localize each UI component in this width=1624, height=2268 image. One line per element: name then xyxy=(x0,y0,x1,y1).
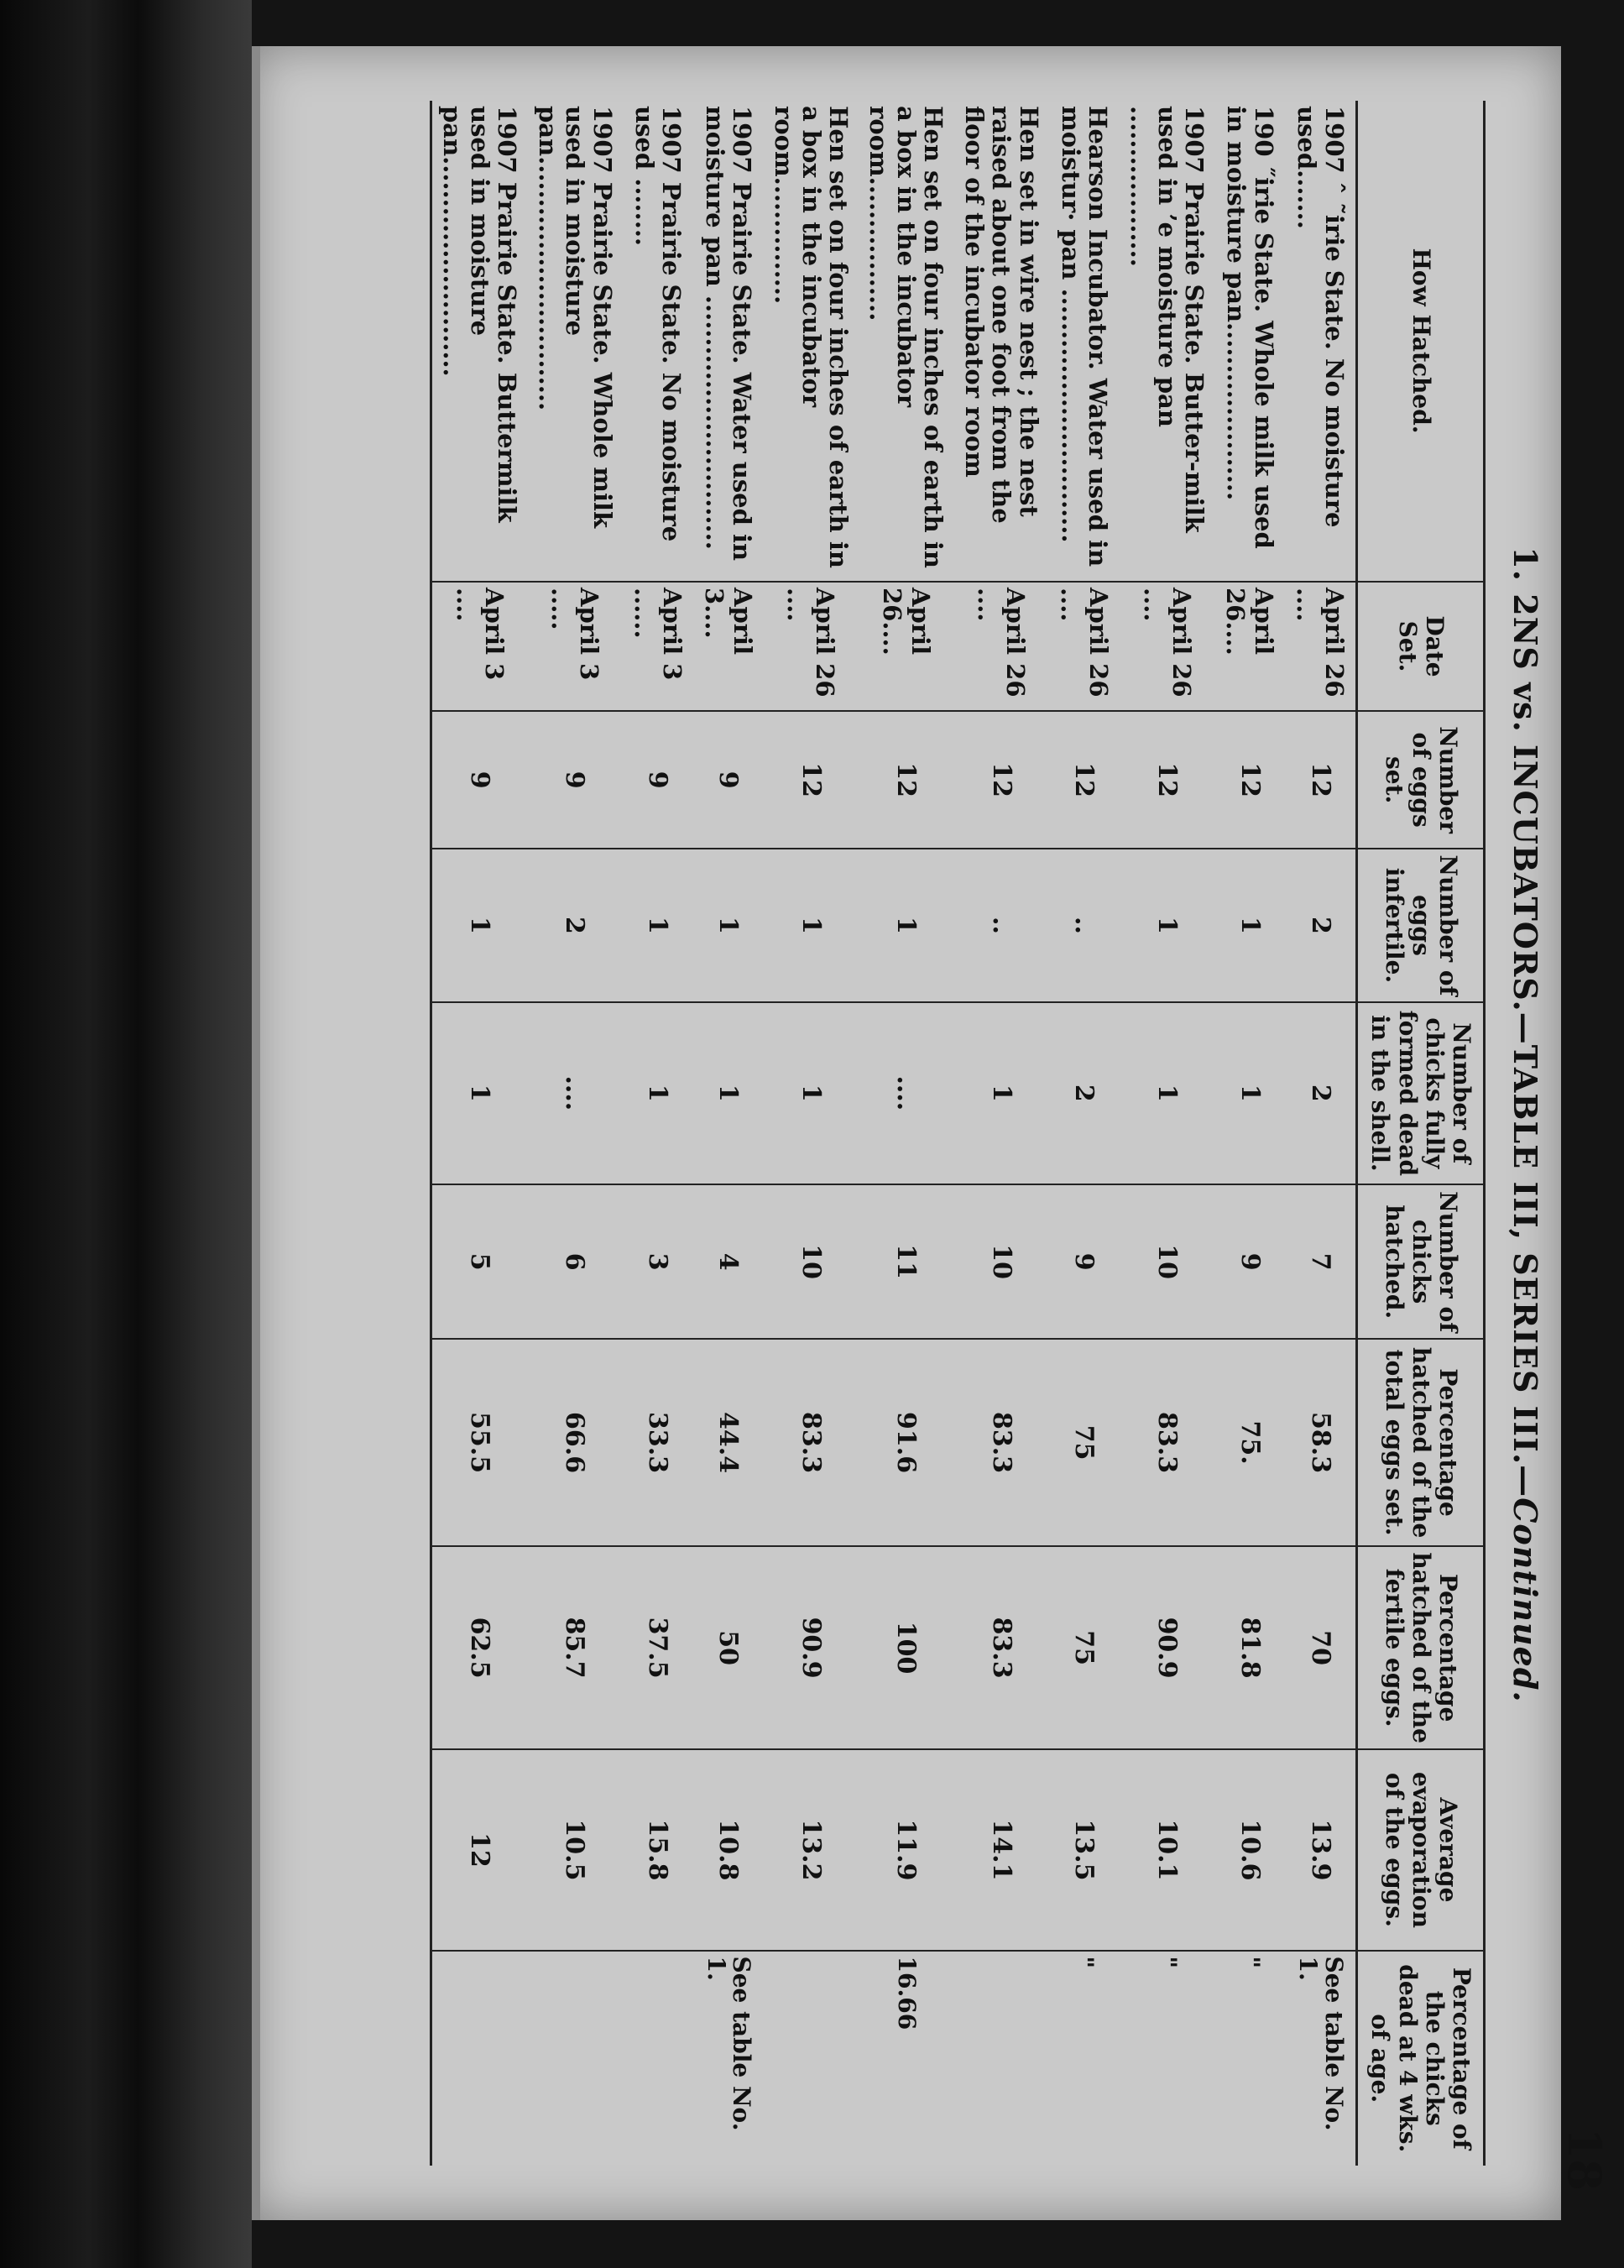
cell-avg-evaporation: 13.2 xyxy=(764,1749,859,1950)
cell-chicks-hatched: 10 xyxy=(764,1184,859,1339)
cell-pct-dead-4wks: " xyxy=(1120,1951,1214,2166)
cell-pct-fertile: 83.3 xyxy=(953,1546,1048,1750)
cell-how-hatched: 1907 Prairie State. No moisture used ........ xyxy=(629,106,687,542)
cell-how-hatched: 1907 Prairie State. Whole milk used in moisture pan.............................. xyxy=(533,106,617,529)
cell-eggs-infertile: 1 xyxy=(623,849,693,1001)
cell-avg-evaporation: 12 xyxy=(431,1749,527,1950)
header-chicks-hatched: Number of chicks hatched. xyxy=(1357,1184,1485,1339)
cell-date-set: April 3 ..... xyxy=(527,582,622,711)
cell-chicks-hatched: 4 xyxy=(693,1184,764,1339)
cell-eggs-infertile: .. xyxy=(953,849,1048,1001)
table-row xyxy=(623,101,693,2166)
cell-pct-dead-4wks xyxy=(953,1951,1048,2166)
cell-avg-evaporation: 10.1 xyxy=(1120,1749,1214,1950)
cell-pct-fertile: 90.9 xyxy=(1120,1546,1214,1750)
table-row xyxy=(1285,101,1357,2166)
cell-chicks-hatched: 9 xyxy=(1214,1184,1285,1339)
cell-pct-fertile: 90.9 xyxy=(764,1546,859,1750)
cell-pct-fertile: 70 xyxy=(1285,1546,1357,1750)
cell-chicks-hatched: 11 xyxy=(859,1184,953,1339)
cell-how-hatched: 1907 ˆ ˜irie State. No moisture used....... xyxy=(1292,106,1349,528)
table-header-row xyxy=(1357,101,1485,2166)
header-eggs-set: Number of eggs set. xyxy=(1357,711,1485,849)
cell-chicks-hatched: 10 xyxy=(953,1184,1048,1339)
cell-avg-evaporation: 15.8 xyxy=(623,1749,693,1950)
header-chicks-dead-in-shell: Number of chicks fully formed dead in the shell. xyxy=(1357,1002,1485,1184)
cell-eggs-set: 12 xyxy=(1120,711,1214,849)
cell-dead-in-shell: 1 xyxy=(693,1002,764,1184)
header-how-hatched: How Hatched. xyxy=(1357,101,1485,582)
cell-avg-evaporation: 10.5 xyxy=(527,1749,622,1950)
header-date-set: Date Set. xyxy=(1357,582,1485,711)
cell-avg-evaporation: 11.9 xyxy=(859,1749,953,1950)
cell-avg-evaporation: 10.6 xyxy=(1214,1749,1285,1950)
cell-date-set: April 26 .... xyxy=(1285,582,1357,711)
cell-eggs-set: 12 xyxy=(764,711,859,849)
page-number: 18 xyxy=(1558,2127,1611,2191)
cell-eggs-infertile: 2 xyxy=(527,849,622,1001)
table-row xyxy=(953,101,1048,2166)
cell-pct-fertile: 50 xyxy=(693,1546,764,1750)
cell-date-set: April 26 .... xyxy=(1049,582,1120,711)
cell-eggs-set: 9 xyxy=(527,711,622,849)
cell-how-hatched: Hen set on four inches of earth in a box in the incubator room............... xyxy=(770,106,854,568)
cell-pct-total: 33.3 xyxy=(623,1339,693,1545)
cell-pct-fertile: 81.8 xyxy=(1214,1546,1285,1750)
cell-eggs-infertile: .. xyxy=(1049,849,1120,1001)
title-continued: Continued. xyxy=(1507,1497,1544,1703)
cell-eggs-infertile: 1 xyxy=(764,849,859,1001)
cell-pct-total: 44.4 xyxy=(693,1339,764,1545)
cell-chicks-hatched: 5 xyxy=(431,1184,527,1339)
cell-avg-evaporation: 14.1 xyxy=(953,1749,1048,1950)
book-spine-shadow xyxy=(0,0,252,2268)
header-avg-evaporation: Average evaporation of the eggs. xyxy=(1357,1749,1485,1950)
cell-pct-dead-4wks xyxy=(764,1951,859,2166)
cell-pct-total: 91.6 xyxy=(859,1339,953,1545)
cell-eggs-infertile: 2 xyxy=(1285,849,1357,1001)
cell-date-set: April 26 .... xyxy=(1120,582,1214,711)
hatching-table xyxy=(430,101,1486,2166)
cell-dead-in-shell: 1 xyxy=(623,1002,693,1184)
cell-pct-dead-4wks: See table No. 1. xyxy=(1285,1951,1357,2166)
table-row xyxy=(1214,101,1285,2166)
cell-avg-evaporation: 10.8 xyxy=(693,1749,764,1950)
cell-dead-in-shell: 2 xyxy=(1049,1002,1120,1184)
cell-date-set: April 26 .... xyxy=(953,582,1048,711)
header-pct-dead-4wks: Percentage of the chicks dead at 4 wks. of age. xyxy=(1357,1951,1485,2166)
cell-eggs-set: 12 xyxy=(1214,711,1285,849)
cell-pct-dead-4wks: " xyxy=(1214,1951,1285,2166)
header-pct-total: Percentage hatched of the total eggs set. xyxy=(1357,1339,1485,1545)
cell-eggs-set: 9 xyxy=(693,711,764,849)
header-pct-fertile: Percentage hatched of the fertile eggs. xyxy=(1357,1546,1485,1750)
cell-dead-in-shell: 1 xyxy=(1214,1002,1285,1184)
cell-date-set: April 3 .... xyxy=(431,582,527,711)
cell-how-hatched: Hearson Incubator. Water used in moistur· pan .............................. xyxy=(1056,106,1113,567)
cell-eggs-set: 12 xyxy=(1049,711,1120,849)
cell-how-hatched: Hen set on four inches of earth in a box in the incubator room................. xyxy=(864,106,948,568)
cell-pct-dead-4wks xyxy=(431,1951,527,2166)
rotated-page-content xyxy=(285,42,1611,2208)
cell-pct-total: 66.6 xyxy=(527,1339,622,1545)
table-row xyxy=(693,101,764,2166)
cell-dead-in-shell: 1 xyxy=(1120,1002,1214,1184)
header-eggs-infertile: Number of eggs infertile. xyxy=(1357,849,1485,1001)
table-row xyxy=(1049,101,1120,2166)
cell-date-set: April 3 ...... xyxy=(623,582,693,711)
cell-chicks-hatched: 6 xyxy=(527,1184,622,1339)
cell-how-hatched: 1907 Prairie State. Butter-milk used in ’e moisture pan ................... xyxy=(1125,106,1209,533)
cell-pct-total: 75. xyxy=(1214,1339,1285,1545)
cell-chicks-hatched: 9 xyxy=(1049,1184,1120,1339)
cell-how-hatched: 1907 Prairie State. Water used in moisture pan .............................. xyxy=(700,106,757,562)
cell-date-set: April 26 .... xyxy=(764,582,859,711)
cell-pct-dead-4wks: 16.66 xyxy=(859,1951,953,2166)
cell-pct-dead-4wks: " xyxy=(1049,1951,1120,2166)
cell-eggs-set: 9 xyxy=(431,711,527,849)
cell-date-set: April 3.... xyxy=(693,582,764,711)
cell-eggs-infertile: 1 xyxy=(1214,849,1285,1001)
cell-eggs-infertile: 1 xyxy=(693,849,764,1001)
cell-pct-dead-4wks xyxy=(527,1951,622,2166)
cell-how-hatched: 190 ˝irie State. Whole milk used in moisture pan..................... xyxy=(1222,106,1278,549)
cell-dead-in-shell: 1 xyxy=(431,1002,527,1184)
table-row xyxy=(431,101,527,2166)
cell-pct-total: 83.3 xyxy=(1120,1339,1214,1545)
cell-eggs-set: 9 xyxy=(623,711,693,849)
cell-avg-evaporation: 13.5 xyxy=(1049,1749,1120,1950)
cell-date-set: April 26.... xyxy=(859,582,953,711)
cell-date-set: April 26.... xyxy=(1214,582,1285,711)
cell-pct-total: 58.3 xyxy=(1285,1339,1357,1545)
cell-pct-total: 83.3 xyxy=(764,1339,859,1545)
cell-pct-fertile: 37.5 xyxy=(623,1546,693,1750)
title-main: 1. 2NS vs. INCUBATORS.—TABLE III, SERIES III.— xyxy=(1507,546,1544,1498)
table-row xyxy=(764,101,859,2166)
cell-pct-total: 75 xyxy=(1049,1339,1120,1545)
cell-pct-fertile: 100 xyxy=(859,1546,953,1750)
cell-eggs-infertile: 1 xyxy=(431,849,527,1001)
cell-pct-fertile: 62.5 xyxy=(431,1546,527,1750)
cell-pct-dead-4wks: See table No. 1. xyxy=(693,1951,764,2166)
cell-pct-total: 55.5 xyxy=(431,1339,527,1545)
cell-eggs-infertile: 1 xyxy=(859,849,953,1001)
cell-chicks-hatched: 7 xyxy=(1285,1184,1357,1339)
cell-how-hatched: 1907 Prairie State. Buttermilk used in moisture pan.......................... xyxy=(431,101,527,582)
cell-chicks-hatched: 10 xyxy=(1120,1184,1214,1339)
cell-pct-fertile: 85.7 xyxy=(527,1546,622,1750)
cell-eggs-set: 12 xyxy=(859,711,953,849)
cell-dead-in-shell: .... xyxy=(527,1002,622,1184)
cell-dead-in-shell: 1 xyxy=(953,1002,1048,1184)
page-edge xyxy=(252,46,260,2220)
table-row xyxy=(1120,101,1214,2166)
cell-chicks-hatched: 3 xyxy=(623,1184,693,1339)
cell-how-hatched: Hen set in wire nest ; the nest raised about one foot from the floor of the incubator room xyxy=(959,106,1043,524)
cell-avg-evaporation: 13.9 xyxy=(1285,1749,1357,1950)
cell-pct-fertile: 75 xyxy=(1049,1546,1120,1750)
cell-eggs-set: 12 xyxy=(953,711,1048,849)
cell-eggs-infertile: 1 xyxy=(1120,849,1214,1001)
cell-eggs-set: 12 xyxy=(1285,711,1357,849)
cell-dead-in-shell: .... xyxy=(859,1002,953,1184)
cell-pct-dead-4wks xyxy=(623,1951,693,2166)
table-row xyxy=(527,101,622,2166)
cell-pct-total: 83.3 xyxy=(953,1339,1048,1545)
cell-dead-in-shell: 2 xyxy=(1285,1002,1357,1184)
table-title xyxy=(1507,42,1544,2208)
cell-dead-in-shell: 1 xyxy=(764,1002,859,1184)
table-row xyxy=(859,101,953,2166)
